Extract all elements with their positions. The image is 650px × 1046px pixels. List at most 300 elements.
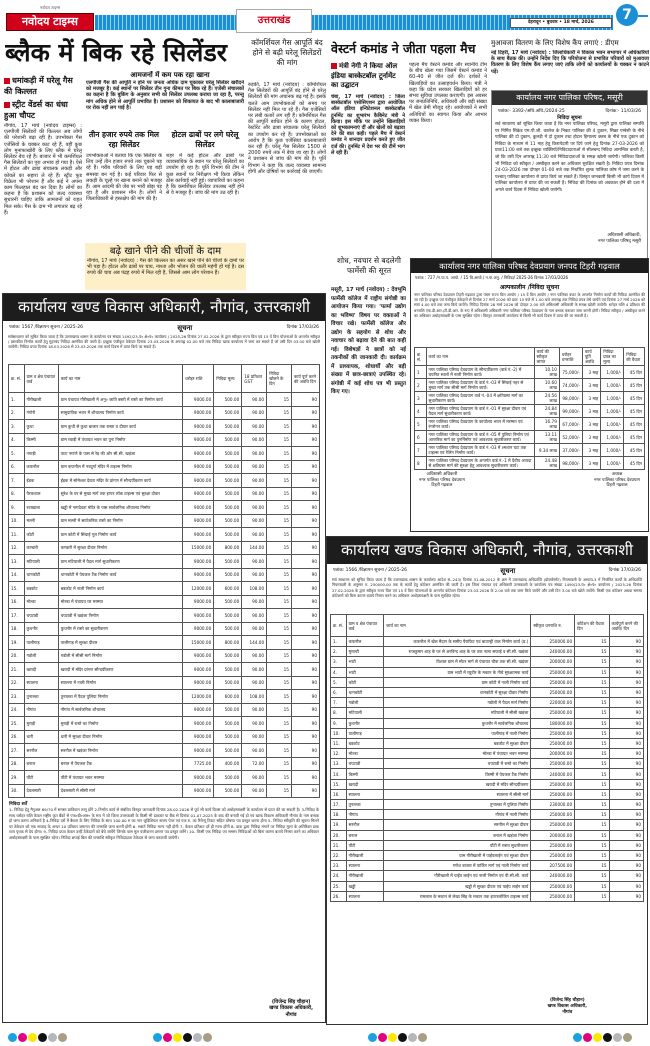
table-row: [331, 677, 644, 687]
story3-headline: वेस्टर्न कमांड ने जीता पहला मैच: [331, 41, 476, 56]
sign-left: अधिशासी अधिकारी नगर पालिका परिषद देवप्रयाग टिहरी गढ़वाल: [419, 472, 465, 488]
registration-dot: [408, 1033, 417, 1042]
table-cell: 144.00: [242, 636, 267, 650]
column-header: 18 प्रतिशत GST: [242, 365, 267, 393]
table-cell: ग्राम कुथी से कुथा बाजार तक रास्ता व दीवार कार्य: [58, 420, 182, 434]
table-cell: 12000.00: [183, 582, 214, 596]
story4-headline: मुआवजा वितरण के लिए विशेष कैंप लगाएं : डीएम: [491, 39, 619, 47]
table-cell: 90: [609, 718, 643, 728]
column-header: कार्य का नाम: [58, 365, 182, 393]
table-cell: 10.60 लाख: [534, 379, 559, 392]
table-cell: कुथनौर में सार्वजनिक शौचालय: [384, 718, 531, 728]
table-cell: 90: [291, 568, 319, 582]
table-cell: 250000.00: [531, 850, 575, 860]
table-cell: ईड़क: [24, 474, 58, 488]
table-row: [331, 708, 644, 718]
table-cell: 15: [575, 667, 609, 677]
table-cell: कण्डारी में सुरक्षा दीवार निर्माण: [58, 541, 182, 555]
table-cell: 45 दिन: [624, 418, 645, 431]
table-cell: खड्डी में सुरक्षा दीवार एवं पाईप लाईन कार्य: [384, 881, 531, 891]
registration-dot: [603, 1033, 612, 1042]
table-cell: 45 दिन: [624, 366, 645, 379]
table-cell: 90: [291, 393, 319, 407]
table-cell: 90: [291, 406, 319, 420]
table-cell: नौगांव: [24, 703, 58, 717]
table-cell: 8: [415, 457, 427, 470]
table-cell: 29.: [9, 771, 25, 785]
table-cell: 90: [609, 861, 643, 871]
table-cell: 5.: [331, 677, 347, 687]
table-cell: 3 माह: [582, 379, 600, 392]
table-cell: 90: [609, 891, 643, 901]
table-cell: 15: [575, 759, 609, 769]
table-cell: 500.00: [214, 474, 242, 488]
table-cell: 90: [609, 687, 643, 697]
table-cell: 90: [609, 708, 643, 718]
table-cell: 21.: [9, 663, 25, 677]
table-cell: 13.: [331, 759, 347, 769]
table-cell: ग्राम कोटी में नाली निर्माण कार्य: [384, 677, 531, 687]
registration-dot: [163, 1033, 172, 1042]
table-cell: 18.: [9, 622, 25, 636]
table-row: [9, 690, 320, 704]
table-cell: चपटाडी में रास्ते का निर्माण: [384, 759, 531, 769]
table-cell: 90: [291, 487, 319, 501]
table-cell: 200000.00: [531, 749, 575, 759]
column-header: कार्यपूर्ण करने की अवधि/ दिन: [609, 615, 643, 637]
sub-b-body: शहर में कई होटल और ढाबों पर व्यावसायिक के स्थान पर घरेलू सिलेंडरों का उपयोग हो रहा है। पूर्ति विभाग की टीम ने कुछ स्थानों पर निरीक्षण भी किया लेकिन ठोस कार्रवाई नहीं हुई। व्यापारियों का कहना है कि कमर्शियल सिलेंडर उपलब्ध नहीं होने से वे मजबूर हैं। जांच की मांग उठ रही है।: [166, 153, 244, 197]
table-cell: गडोली में सीसी मार्ग निर्माण: [58, 649, 182, 663]
table-cell: 250000.00: [531, 738, 575, 748]
notice-sign: [411, 470, 648, 491]
table-cell: मटियाली में सीसी खड़ंजा: [384, 708, 531, 718]
table-cell: 9000.00: [183, 528, 214, 542]
table-row: [331, 871, 644, 881]
lead-center-body: एलपीजी गैस की आपूर्ति न होने पर जनता अधिक दाम चुकाकर घरेलू सिलेंडर खरीदने को मजबूर है। कई स्थानों पर सिलेंडर तीन गुना कीमत पर बिक रहे हैं। एजेंसी संचालकों का कहना है कि बुकिंग के अनुसार सभी को सिलेंडर उपलब्ध कराया जा रहा है, परन्तु मांग अधिक होने से आपूर्ति प्रभावित है। प्रशासन को शिकायत के बाद भी कालाबाजारी पर रोक नहीं लग पाई है।: [86, 80, 244, 111]
table-cell: नगर पालिका परिषद देवप्रयाग के कार्यालय भवन में मरम्मत एवं रंगरोगन कार्य।: [426, 418, 534, 431]
table-cell: 250000.00: [531, 759, 575, 769]
table-cell: ग्राम पंचायत गौरीखाली में अनु० जाति बस्ती में रास्ते का निर्माण कार्य: [58, 393, 182, 407]
table-cell: 250000.00: [531, 677, 575, 687]
story3-body-b: पहला मैच वेस्टर्न कमांड और स्थानीय टीम के बीच खेला गया जिसमें वेस्टर्न कमांड ने 60-40 से जीत दर्ज की। दर्शकों ने खिलाड़ियों का उत्साहवर्धन किया। मंत्री ने कहा कि प्रदेश सरकार खिलाड़ियों को हर संभव सुविधा उपलब्ध कराएगी। इस अवसर पर जनप्रतिनिधि, अधिकारी और बड़ी संख्या में खेल प्रेमी मौजूद रहे। आयोजकों ने सभी अतिथियों का स्वागत किया और आभार व्यक्त किया।: [409, 62, 487, 124]
table-cell: बडकोट: [346, 738, 384, 748]
table-cell: 90: [291, 744, 319, 758]
table-cell: 90: [291, 649, 319, 663]
table-cell: 67,000/-: [559, 418, 582, 431]
registration-marks: [8, 1027, 648, 1039]
table-cell: 13.11 लाख: [534, 431, 559, 444]
lead-left-body: नौगांव, 17 मार्च (नवोदय टाइम्स) : एलपीजी सिलेंडरों की किल्लत अब लोगों की परेशानी बढ़ा रही है। उपभोक्ता गैस एजेंसियों के चक्कर काट रहे हैं, वहीं कुछ लोग मुनाफाखोरी के लिए ब्लैक में घरेलू सिलेंडर बेच रहे हैं। बाजार में भी कमर्शियल गैस सिलेंडरों का पूरा अभाव हो गया है। ऐसे में होटल और ढाबा संचालक लकड़ी और कोयले का सहारा ले रहे हैं। स्ट्रीट फूड विक्रेता भी परेशान हैं और कई ने अपना काम फिलहाल बंद कर दिया है। लोगों का कहना है कि प्रशासन को जल्द व्यवस्था सुधारनी चाहिए ताकि आमजनों को राहत मिल सके। गैस के दाम भी लगातार बढ़ रहे हैं।: [4, 123, 82, 216]
table-cell: 90.00: [242, 744, 267, 758]
table-cell: 250000.00: [531, 881, 575, 891]
table-cell: 9.: [331, 718, 347, 728]
table-cell: 15: [267, 393, 292, 407]
table-cell: 9000.00: [183, 460, 214, 474]
registration-dot: [183, 1033, 192, 1042]
table-cell: 98,000/-: [559, 457, 582, 470]
table-cell: तुनाल्का में पुलिया निर्माण: [384, 800, 531, 810]
table-cell: 15: [267, 433, 292, 447]
table-cell: 9.34 लाख: [534, 444, 559, 457]
table-cell: 9000.00: [183, 420, 214, 434]
story2-body: रुड़की, 17 मार्च (नवोदय) : कॉमर्शियल गैस सिलेंडरों की आपूर्ति बंद होने से घरेलू सिलेंडरों की मांग अचानक बढ़ गई है। इसके चलते आम उपभोक्ताओं को समय पर सिलेंडर नहीं मिल पा रहे हैं। गैस एजेंसियों पर लंबी कतारें लग रही हैं। कॉमर्शियल गैस की आपूर्ति बाधित होने के कारण होटल, रेस्टोरेंट और ढाबा संचालक घरेलू सिलेंडरों का उपयोग कर रहे हैं। उपभोक्ताओं का आरोप है कि कुछ एजेंसियां कालाबाजारी कर रही हैं। घरेलू गैस सिलेंडर 1500 से 2000 रुपये तक में बेचा जा रहा है। लोगों ने प्रशासन से जांच की मांग की है। पूर्ति विभाग ने कहा कि जल्द व्यवस्था सामान्य होगी और दोषियों पर कार्रवाई की जाएगी।: [248, 82, 326, 175]
table-cell: 15: [267, 676, 292, 690]
table-cell: 7.: [331, 698, 347, 708]
table-cell: पौंटी में पंचायत भवन मरम्मत: [58, 771, 182, 785]
table-cell: 9000.00: [183, 487, 214, 501]
table-cell: 90: [609, 637, 643, 647]
table-cell: 90.00: [242, 460, 267, 474]
table-cell: 3.: [331, 657, 347, 667]
table-cell: चपटाडी: [346, 759, 384, 769]
table-cell: 600.00: [214, 582, 242, 596]
table-cell: 15: [575, 657, 609, 667]
table-row: [331, 657, 644, 667]
table-cell: 20.: [9, 649, 25, 663]
table-cell: 15: [267, 744, 292, 758]
table-cell: बडकोट में सुरक्षा दीवार: [384, 738, 531, 748]
notice-title: कार्यालय नगर पालिका परिषद, मसूरी: [492, 91, 647, 105]
table-cell: नगाड़ी: [24, 447, 58, 461]
table-cell: 90.00: [242, 406, 267, 420]
table-cell: चपटाडी: [24, 609, 58, 623]
table-cell: चपटाडी में खड़ंजा निर्माण: [58, 609, 182, 623]
table-cell: 15: [267, 703, 292, 717]
table-row: [9, 744, 320, 758]
table-row: [415, 418, 645, 431]
table-cell: 5: [415, 418, 427, 431]
table-row: [331, 810, 644, 820]
table-cell: 90: [609, 647, 643, 657]
table-cell: 1.: [331, 637, 347, 647]
table-cell: गौरीखाली में पाईप लाईन एवं नाली निर्माण एवं पी.सी.सी. कार्य: [384, 871, 531, 881]
table-cell: बनाल: [346, 830, 384, 840]
table-cell: 240000.00: [531, 769, 575, 779]
table-cell: 144.00: [242, 541, 267, 555]
table-cell: 500.00: [214, 460, 242, 474]
column-header: धरोहर धनराशि: [559, 348, 582, 366]
nougaon1-table: [8, 364, 320, 798]
table-cell: 45 दिन: [624, 405, 645, 418]
table-cell: 15: [267, 622, 292, 636]
table-header: [9, 365, 320, 393]
table-cell: 1,000/-: [601, 444, 624, 457]
table-cell: 15: [575, 830, 609, 840]
registration-dot: [203, 1033, 212, 1042]
table-cell: 15: [267, 595, 292, 609]
table-cell: मुराड़ी में रास्ते का निर्माण: [58, 717, 182, 731]
table-cell: 90: [291, 757, 319, 771]
table-cell: 3: [415, 392, 427, 405]
table-cell: 500.00: [214, 676, 242, 690]
notice-sign: (विजेन्द्र सिंह चौहान) खण्ड विकास अधिकारी, नौगांव: [269, 998, 313, 1018]
table-cell: मोल्डा: [24, 595, 58, 609]
table-cell: तुनाल्का: [346, 800, 384, 810]
table-cell: 16.: [9, 595, 25, 609]
prices-body: नौगांव, 17 मार्च (नवोदय) : गैस की किल्लत का असर खाने पीने की चीजों के दामों पर भी पड़ा है। होटल और ढाबों पर चाय, नाश्ता और भोजन की थाली महंगी हो गई है। दस रुपये की चाय अब पंद्रह रुपये में मिल रही है, जिससे आम लोग परेशान हैं।: [87, 258, 244, 277]
registration-dot: [28, 1033, 37, 1042]
table-row: [9, 636, 320, 650]
table-cell: 90: [609, 810, 643, 820]
table-cell: 9000.00: [183, 514, 214, 528]
table-cell: 37,000/-: [559, 444, 582, 457]
table-cell: नगर पालिका परिषद देवप्रयाग के वार्ड नं.-03 में श्मशान घाट तक टाइल्स एवं रेलिंग निर्माण कार्य।: [426, 444, 534, 457]
table-cell: 18.: [331, 810, 347, 820]
table-cell: 800.00: [214, 636, 242, 650]
table-cell: गंगोरी: [24, 406, 58, 420]
column-header: स्वीकृत धनराशि रु.: [531, 615, 575, 637]
notice-heading: निविदा सूचना: [557, 115, 582, 121]
table-cell: 108.00: [242, 582, 267, 596]
table-cell: 90: [291, 717, 319, 731]
table-cell: 15.: [9, 582, 25, 596]
table-cell: 500.00: [214, 555, 242, 569]
table-cell: पाटा नगाणे के पास से रेड़ की ओर सी.सी. खड़ंजा: [58, 447, 182, 461]
table-cell: 9.: [9, 501, 25, 515]
color-dots: [8, 1027, 68, 1046]
table-row: [9, 528, 320, 542]
table-cell: 90: [609, 759, 643, 769]
table-cell: 9000.00: [183, 609, 214, 623]
table-cell: 15: [267, 582, 292, 596]
table-row: [331, 840, 644, 850]
table-cell: 1: [415, 366, 427, 379]
table-cell: 10.: [331, 728, 347, 738]
table-cell: बडकोट: [24, 582, 58, 596]
masthead: [0, 0, 650, 34]
story2-headline: कॉमर्शियल गैस आपूर्ति बंद होने से बढ़ी घरेलू सिलेंडरों की मांग: [251, 38, 323, 67]
table-cell: 9000.00: [183, 595, 214, 609]
conditions-body: 1- निविदा हेतु मैनुअल 69/70 में समस्त प्राविधान लागू होंगे 2-निर्माण कार्य से संबंधित विस्तृत जानकारी दिनांक 28.02.2026 से पूर्व भी कार्य दिवस को अधोहस्ताक्षरी के कार्यालय से प्राप्त की जा सकती है। 3-निविदा के साथ धरोहर राशि केवल राष्ट्रीय कृत बैंको से एफ०डी०आर० के रूप में जो जिला उत्तरकाशी के किसी भी डाकघर या बैंक से दिनांक 01.07.2025 के बाद की बनायी गई हो एवं खण्ड विकास अधिकारी नौगांव के नाम बन्धक हो जमा करना अनिवार्य है 4-निविदा दरों में बैधता के लिए निविदा के साथ 100.00 रु का नान जुडिशियल स्टाम्प पेपर एवं एक रु. का रिवेन्यू टिकट सहित घोषणा पत्र प्रस्तुत करना होगा 5- निविदा स्वीकृति की सूचना मिलने पर ठेकेदार को एक सप्ताह के अन्दर 10 प्रतिशत जमानत की धनराशि जमा करनी होगी 6- सशर्त निविदा मान्य नहीं होगी 7- केवल प्रतिशत दरें ही मान्य होंगी 8- डाक द्वारा निविदा मंगाने पर निविदा मूल्य के अतिरिक्त डाक व्यय पृथक से देय होगा। 9- निविदा प्रपत्र केवल उन्हीं ठेकेदारों को बेचे जायेंगे जिनके पास मूल पंजीकरण प्रमाण पत्र प्रस्तुत करेंगे। 10- किसी एक निविदा एवं समस्त निविदाओं को बिना कारण बताये निरस्त करने का अधिकार अधोहस्ताक्षरी के पास सुरक्षित रहेगा। निविदा छपाई बिल की धनराशि स्वीकृत निविदादाता ठेकेदार से जमा करवायी जायेगी।: [9, 807, 319, 840]
table-cell: कुथा: [24, 420, 58, 434]
table-cell: 11.: [331, 738, 347, 748]
table-cell: 90: [291, 582, 319, 596]
table-row: [9, 703, 320, 717]
table-cell: 20.: [331, 830, 347, 840]
table-cell: 15: [267, 757, 292, 771]
table-cell: 90: [609, 728, 643, 738]
table-cell: कोटी: [24, 528, 58, 542]
table-cell: 12000.00: [183, 690, 214, 704]
table-cell: 9000.00: [183, 622, 214, 636]
table-row: [9, 447, 320, 461]
section-tab: उत्तराखंड: [236, 9, 312, 33]
table-cell: 1,000/-: [601, 431, 624, 444]
table-cell: 90: [291, 433, 319, 447]
table-cell: ग्राम मटियाली में पैदल मार्ग सुधारीकरण: [58, 555, 182, 569]
table-cell: 200000.00: [531, 657, 575, 667]
registration-dot: [153, 1033, 162, 1042]
table-cell: किम्मी: [24, 433, 58, 447]
table-cell: 45 दिन: [624, 431, 645, 444]
table-cell: 23.: [9, 690, 25, 704]
table-cell: नगर पालिका परिषद देवप्रयाग के अन्तर्गत वार्ड नं.-1 में दैवीय आपदा से क्षतिग्रस्त मार्ग की सुरक्षा हेतु आवश्यक सुधारीकरण कार्य।: [426, 457, 534, 470]
table-cell: किम्मी में पेयजल टैंक निर्माण: [384, 769, 531, 779]
table-cell: 3 माह: [582, 431, 600, 444]
table-cell: 108.00: [242, 690, 267, 704]
table-row: [331, 647, 644, 657]
table-cell: 15: [575, 840, 609, 850]
table-cell: 90: [291, 609, 319, 623]
table-row: [9, 757, 320, 771]
table-cell: 12.: [331, 749, 347, 759]
table-cell: 90.00: [242, 663, 267, 677]
table-cell: 12.: [9, 541, 25, 555]
page-rule: [638, 15, 648, 17]
table-cell: 90: [291, 460, 319, 474]
devprayag-table: [414, 347, 645, 470]
table-cell: धारी में सुरक्षा दीवार निर्माण: [58, 730, 182, 744]
table-cell: नगर पालिका परिषद देवप्रयाग के वार्ड नं.-01 में सुरक्षा दीवार एवं पैदल मार्ग सुधारीकरण कार्य।: [426, 405, 534, 418]
table-cell: 500.00: [214, 528, 242, 542]
table-cell: 90: [609, 779, 643, 789]
column-header: निविदा मूल्य: [214, 365, 242, 393]
table-cell: 15: [267, 663, 292, 677]
table-cell: 3 माह: [582, 405, 600, 418]
brand-logo: नवोदय टाइम्स: [6, 13, 94, 31]
table-cell: 90: [291, 784, 319, 798]
table-cell: 500.00: [214, 663, 242, 677]
table-cell: 90: [609, 667, 643, 677]
table-cell: 15: [267, 501, 292, 515]
table-cell: 15: [575, 779, 609, 789]
table-cell: 90: [609, 840, 643, 850]
table-cell: 4: [415, 405, 427, 418]
table-row: [331, 728, 644, 738]
table-cell: 90: [291, 595, 319, 609]
table-row: [9, 393, 320, 407]
conditions-title: निविदा शर्तें: [9, 802, 28, 807]
table-cell: 9000.00: [183, 501, 214, 515]
table-cell: 90: [291, 730, 319, 744]
table-cell: 90: [291, 528, 319, 542]
table-cell: ग्राम रवाड़ी में पंचायत भवन का पुनः निर्माण: [58, 433, 182, 447]
notice-refline: [327, 564, 647, 576]
table-cell: 15: [575, 800, 609, 810]
table-cell: 15: [575, 687, 609, 697]
table-cell: कफनौल: [24, 460, 58, 474]
table-cell: पालीगाड़ में सुरक्षा दीवार: [58, 636, 182, 650]
notice-date: दिनांक 17/03/26: [286, 325, 319, 330]
table-cell: 9000.00: [183, 703, 214, 717]
column-header: कार्य पूर्ति अवधि: [582, 348, 600, 366]
prices-box: [85, 243, 246, 290]
table-cell: 72.00: [242, 757, 267, 771]
table-cell: 3 माह: [582, 418, 600, 431]
table-cell: 23.: [331, 861, 347, 871]
table-row: [331, 718, 644, 728]
registration-dot: [18, 1033, 27, 1042]
nougaon-notice-1: [2, 293, 326, 1023]
table-cell: नगर पालिका परिषद देवप्रयाग के सौन्दर्यीकरण (वार्ड नं.-2) में चयनित स्थलों में नाली निर्माण कार्य।: [426, 366, 534, 379]
table-cell: 24.: [331, 871, 347, 881]
table-cell: 98,000/-: [559, 392, 582, 405]
notice-sign: अधिशासी अधिकारी, नगर पालिका परिषद् मसूरी: [597, 233, 641, 244]
table-cell: 5.: [9, 447, 25, 461]
table-cell: 90: [291, 474, 319, 488]
table-cell: गडोली में पैदल मार्ग निर्माण: [384, 698, 531, 708]
table-cell: 250000.00: [531, 820, 575, 830]
registration-dot: [623, 1033, 632, 1042]
table-cell: 3 माह: [582, 444, 600, 457]
table-cell: 21.: [331, 840, 347, 850]
table-cell: 74,000/-: [559, 379, 582, 392]
table-cell: 19.: [9, 636, 25, 650]
table-cell: 15: [267, 555, 292, 569]
lead-subhead: आमजनों में कम पक रहा खाना: [130, 71, 210, 79]
table-cell: 500.00: [214, 433, 242, 447]
table-cell: 19.: [331, 820, 347, 830]
table-row: [9, 433, 320, 447]
table-row: [331, 749, 644, 759]
table-cell: देवलसारी: [24, 784, 58, 798]
table-cell: 400.00: [214, 757, 242, 771]
nougaon2-table: [330, 614, 644, 902]
table-cell: 15: [575, 738, 609, 748]
notice-title: कार्यालय खण्ड विकास अधिकारी, नौगांव, उत्तरकाशी: [3, 294, 325, 321]
table-cell: 2: [415, 379, 427, 392]
table-cell: 90.00: [242, 447, 267, 461]
table-cell: 90: [291, 501, 319, 515]
table-cell: मुराड़ी: [24, 717, 58, 731]
table-cell: 9000.00: [183, 771, 214, 785]
column-header: धरोहर राशि: [183, 365, 214, 393]
table-cell: 90: [609, 738, 643, 748]
notice-sign: (विजेन्द्र सिंह चौहान) खण्ड विकास अधिकारी, नौगांव: [547, 998, 587, 1015]
table-cell: 11.: [9, 528, 25, 542]
table-cell: गडोली: [24, 649, 58, 663]
table-cell: स्यालना: [346, 789, 384, 799]
column-header: ग्राम व क्षेत्र पंचायत वार्ड: [346, 615, 384, 637]
table-cell: 250000.00: [531, 708, 575, 718]
table-row: [331, 891, 644, 901]
table-cell: 15: [267, 474, 292, 488]
table-cell: 90.00: [242, 487, 267, 501]
table-cell: बनाल में खड़ंजा निर्माण: [384, 830, 531, 840]
table-cell: गडोली: [346, 698, 384, 708]
table-cell: 90: [609, 800, 643, 810]
notice-refline: [3, 321, 325, 333]
table-cell: 90: [609, 657, 643, 667]
table-cell: 4.: [331, 667, 347, 677]
table-cell: 90.00: [242, 622, 267, 636]
table-cell: 9000.00: [183, 744, 214, 758]
table-cell: 15: [575, 789, 609, 799]
table-cell: 500.00: [214, 622, 242, 636]
color-dots: [153, 1027, 213, 1046]
pharmacy-headline: शोध, नवचार से बदलेगी फार्मेसी की सूरत: [337, 256, 401, 275]
issue-date: देहरादून • बुधवार • 18 मार्च, 2026: [510, 18, 612, 28]
table-cell: 240000.00: [531, 647, 575, 657]
table-cell: 15: [267, 649, 292, 663]
table-cell: 3 माह: [582, 457, 600, 470]
table-cell: 9000.00: [183, 649, 214, 663]
table-cell: ग्राम भाटी में रघुवीर के मकान के नीचे सुरक्षात्मक कार्य: [384, 667, 531, 677]
table-cell: कोटी: [346, 677, 384, 687]
registration-dot: [398, 1033, 407, 1042]
story4-body: नई टिहरी, 17 मार्च (नवोदय) : जिलाधिकारी ने विकास भवन सभागार में अधिकारियों के साथ बैठक की। उन्होंने निर्देश दिए कि परियोजना से प्रभावित परिवारों को मुआवजा वितरण के लिए विशेष कैंप लगाए जाएं ताकि लोगों को कार्यालयों के चक्कर न काटने पड़ें।: [491, 50, 649, 75]
table-cell: मुराल्टी: [346, 647, 384, 657]
table-cell: 17.: [331, 800, 347, 810]
registration-dot: [593, 1033, 602, 1042]
table-cell: देवलसारी में सीसी मार्ग: [58, 784, 182, 798]
notice-refline: [492, 105, 647, 115]
table-cell: 250000.00: [531, 840, 575, 850]
table-cell: 9000.00: [183, 447, 214, 461]
table-cell: 15: [267, 528, 292, 542]
table-cell: 1,000/-: [601, 405, 624, 418]
table-row: [331, 779, 644, 789]
